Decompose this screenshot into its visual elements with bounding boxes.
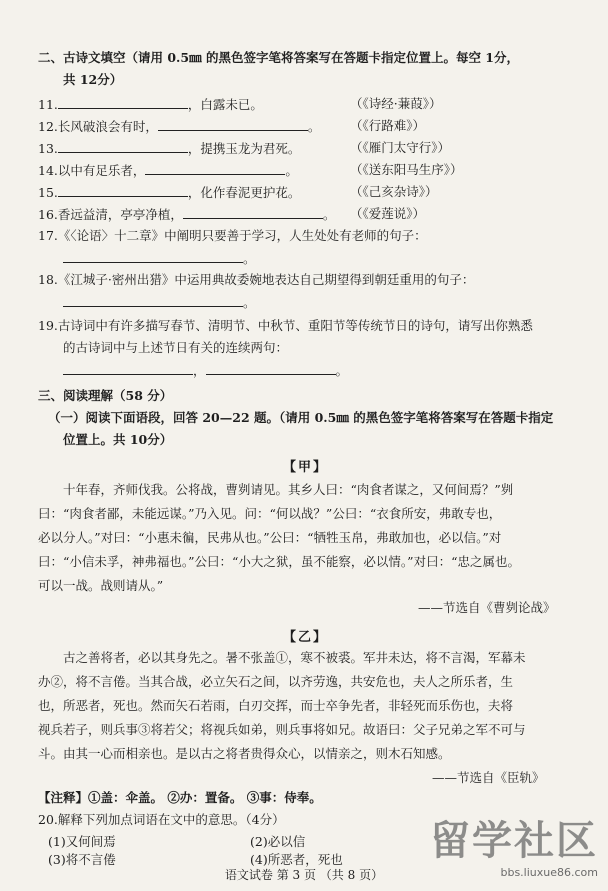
question-11: 11. ，白露未已。 bbox=[38, 97, 263, 112]
section2-title: 二、古诗文填空（请用 0.5㎜ 的黑色签字笔将答案写在答题卡指定位置上。每空 1分， bbox=[38, 50, 520, 65]
section3-title: 三、阅读理解（58 分） bbox=[38, 388, 173, 403]
page-footer: 语文试卷 第 3 页 （共 8 页） bbox=[224, 868, 384, 882]
passage-jia-line-2: 曰：“肉食者鄙，未能远谋。”乃入见。问：“何以战？”公曰：“衣食所安，弗敢专也， bbox=[38, 506, 502, 521]
passage-yi-line-3: 也，所恶者，死也。然而矢石若雨，白刃交挥，而士卒争先者，非轻死而乐伤也，夫将 bbox=[38, 698, 514, 713]
watermark-url: bbs.liuxue86.com bbox=[500, 866, 598, 879]
question-18: 18.《江城子·密州出猎》中运用典故委婉地表达自己期望得到朝廷重用的句子： bbox=[38, 272, 475, 287]
passage-yi-line-2: 办②，将不言倦。当其合战，必立矢石之间，以齐劳逸，共安危也，夫人之所乐者，生 bbox=[38, 674, 514, 689]
passage-jia-line-1: 十年春，齐师伐我。公将战，曹刿请见。其乡人曰：“肉食者谋之，又何间焉？”刿 bbox=[63, 482, 514, 497]
passage-yi-line-4: 视兵若子，则兵事③将若父；将视兵如弟，则兵事将如兄。故语曰：父子兄弟之军不可与 bbox=[38, 722, 526, 737]
passage-jia-source: ——节选自《曹刿论战》 bbox=[418, 600, 556, 615]
question-14-source: （《送东阳马生序》） bbox=[350, 162, 463, 177]
question-14: 14.以中有足乐者， 。 bbox=[38, 163, 298, 178]
question-15-source: （《己亥杂诗》） bbox=[350, 184, 438, 199]
watermark bbox=[430, 809, 598, 879]
question-17: 17.《〈论语〉十二章》中阐明只要善于学习，人生处处有老师的句子： bbox=[38, 228, 427, 243]
question-18-answer: 。 bbox=[63, 294, 256, 311]
passage-yi-heading: 【乙】 bbox=[283, 630, 329, 645]
answer-blank[interactable] bbox=[63, 362, 193, 375]
question-16-source: （《爱莲说》） bbox=[350, 206, 426, 221]
question-11-source: （《诗经·蒹葭》） bbox=[350, 96, 442, 111]
answer-blank[interactable] bbox=[58, 140, 188, 153]
part1-instructions-cont: 位置上。共 10分） bbox=[63, 432, 173, 447]
question-12: 12.长风破浪会有时， 。 bbox=[38, 119, 321, 134]
question-19: 19.古诗词中有许多描写春节、清明节、中秋节、重阳节等传统节日的诗句，请写出你熟悉 bbox=[38, 318, 533, 333]
answer-blank[interactable] bbox=[58, 184, 188, 197]
question-13-source: （《雁门太守行》） bbox=[350, 140, 451, 155]
answer-blank[interactable] bbox=[183, 206, 323, 219]
passage-yi-source: ——节选自《臣轨》 bbox=[432, 770, 545, 785]
answer-blank[interactable] bbox=[158, 118, 308, 131]
passage-yi-line-5: 斗。由其一心而相亲也。是以古之将者贵得众心，以情亲之，则木石知感。 bbox=[38, 746, 451, 761]
answer-blank[interactable] bbox=[63, 250, 243, 263]
question-20-item-2: (2)必以信 bbox=[250, 834, 306, 849]
question-13: 13. ，提携玉龙为君死。 bbox=[38, 141, 301, 156]
question-19-cont: 的古诗词中与上述节日有关的连续两句： bbox=[63, 340, 289, 355]
question-20-item-1: (1)又何间焉 bbox=[48, 834, 116, 849]
answer-blank[interactable] bbox=[63, 294, 243, 307]
annotations: 【注释】①盖：伞盖。 ②办：置备。 ③事：侍奉。 bbox=[38, 790, 322, 805]
question-16: 16.香远益清，亭亭净植， 。 bbox=[38, 207, 336, 222]
part1-instructions: （一）阅读下面语段，回答 20—22 题。（请用 0.5㎜ 的黑色签字笔将答案写在答题卡指定 bbox=[48, 410, 554, 425]
passage-jia-line-3: 必以分人。”对曰：“小惠未徧，民弗从也。”公曰：“牺牲玉帛，弗敢加也，必以信。”对 bbox=[38, 530, 502, 545]
question-19-answer: ， 。 bbox=[63, 362, 348, 379]
section2-title-cont: 共 12分） bbox=[63, 72, 123, 87]
passage-yi-line-1: 古之善将者，必以其身先之。暑不张盖①，寒不被裘。军井未达，将不言渴，军幕未 bbox=[63, 650, 526, 665]
question-20: 20.解释下列加点词语在文中的意思。（4分） bbox=[38, 812, 285, 827]
question-17-answer: 。 bbox=[63, 250, 256, 267]
question-20-item-3: (3)将不言倦 bbox=[48, 852, 116, 867]
passage-jia-line-4: 曰：“小信未孚，神弗福也。”公曰：“小大之狱，虽不能察，必以情。”对曰：“忠之属也。 bbox=[38, 554, 520, 569]
watermark-logo-text: 留学社区 bbox=[430, 818, 598, 864]
answer-blank[interactable] bbox=[145, 162, 285, 175]
passage-jia-heading: 【甲】 bbox=[283, 460, 329, 475]
question-20-item-4: (4)所恶者，死也 bbox=[250, 852, 343, 867]
question-15: 15. ，化作春泥更护花。 bbox=[38, 185, 301, 200]
bleed-through-text bbox=[370, 70, 374, 84]
answer-blank[interactable] bbox=[58, 96, 188, 109]
answer-blank[interactable] bbox=[206, 362, 336, 375]
passage-jia-line-5: 可以一战。战则请从。” bbox=[38, 578, 164, 593]
question-12-source: （《行路难》） bbox=[350, 118, 426, 133]
